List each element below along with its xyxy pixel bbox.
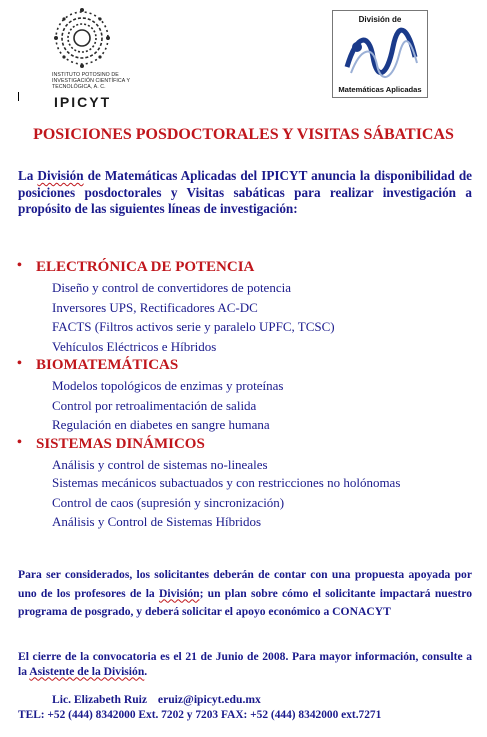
research-lines bbox=[0, 258, 487, 532]
list-item: Análisis y Control de Sistemas Híbridos bbox=[52, 514, 262, 529]
intro-division-word: División bbox=[37, 168, 84, 183]
bullet-icon: • bbox=[17, 356, 22, 371]
contact-name: Lic. Elizabeth Ruiz bbox=[52, 693, 148, 706]
list-item: Modelos topológicos de enzimas y proteínas bbox=[52, 378, 284, 393]
bullet-icon: • bbox=[17, 434, 22, 450]
line-heading: • ELECTRÓNICA DE POTENCIA bbox=[17, 258, 255, 275]
institute-name: INSTITUTO POTOSINO DE INVESTIGACIÓN CIENTÍFICA Y TECNOLÓGICA, A. C. bbox=[52, 72, 130, 90]
bullet-icon: • bbox=[17, 258, 22, 273]
contact-line bbox=[52, 693, 261, 706]
phone-fax-line: TEL: +52 (444) 8342000 Ext. 7202 y 7203 FAX: +52 (444) 8342000 ext.7271 bbox=[18, 709, 382, 721]
ipicyt-logo-icon bbox=[42, 6, 122, 70]
division-word: División bbox=[158, 586, 200, 600]
division-logo-icon bbox=[343, 27, 419, 79]
ipicyt-logo bbox=[14, 6, 164, 110]
line-heading: • BIOMATEMÁTICAS bbox=[17, 356, 179, 373]
list-item: Inversores UPS, Rectificadores AC-DC bbox=[52, 299, 258, 315]
list-item: Control por retroalimentación de salida bbox=[52, 397, 257, 413]
intro-paragraph bbox=[18, 168, 472, 218]
list-item: Regulación en diabetes en sangre humana bbox=[52, 417, 270, 432]
page-title: POSICIONES POSDOCTORALES Y VISITAS SÁBATICAS bbox=[33, 126, 454, 143]
list-item: Diseño y control de convertidores de potencia bbox=[52, 280, 291, 295]
text-cursor bbox=[18, 92, 19, 101]
intro-la: La bbox=[18, 168, 34, 183]
institute-acronym: IPICYT bbox=[54, 94, 112, 110]
division-logo-bottom-text: Matemáticas Aplicadas bbox=[338, 85, 422, 94]
list-item: Análisis y control de sistemas no-lineales bbox=[52, 456, 268, 472]
list-item: Control de caos (supresión y sincronización) bbox=[52, 494, 285, 510]
line-heading: • SISTEMAS DINÁMICOS bbox=[17, 434, 205, 452]
list-item: Vehículos Eléctricos e Híbridos bbox=[52, 338, 217, 354]
assistant-link: Asistente de la División bbox=[29, 664, 145, 678]
contact-email[interactable]: eruiz@ipicyt.edu.mx bbox=[157, 693, 261, 706]
deadline-paragraph: El cierre de la convocatoria es el 21 de Junio de 2008. Para mayor información, consulte a la Asistente de la División. bbox=[18, 650, 472, 678]
intro-rest: de Matemáticas Aplicadas del IPICYT anuncia la disponibilidad de posiciones posdoctorales y Visitas sabáticas para realizar investigación a propósito de las siguientes líneas de investigación: bbox=[18, 168, 473, 216]
division-logo-top-text: División de bbox=[358, 15, 402, 24]
list-item: FACTS (Filtros activos serie y paralelo UPFC, TCSC) bbox=[52, 319, 335, 334]
list-item: Sistemas mecánicos subactuados y con restricciones no holónomas bbox=[52, 475, 401, 490]
requirements-paragraph: Para ser considerados, los solicitantes deberán de contar con una propuesta apoyada por uno de los profesores de la División; un plan sobre cómo el solicitante impactará nuestro programa de posgrado, y deberá solicitar el apoyo económico a CONACYT bbox=[18, 568, 472, 618]
division-logo bbox=[332, 10, 428, 98]
